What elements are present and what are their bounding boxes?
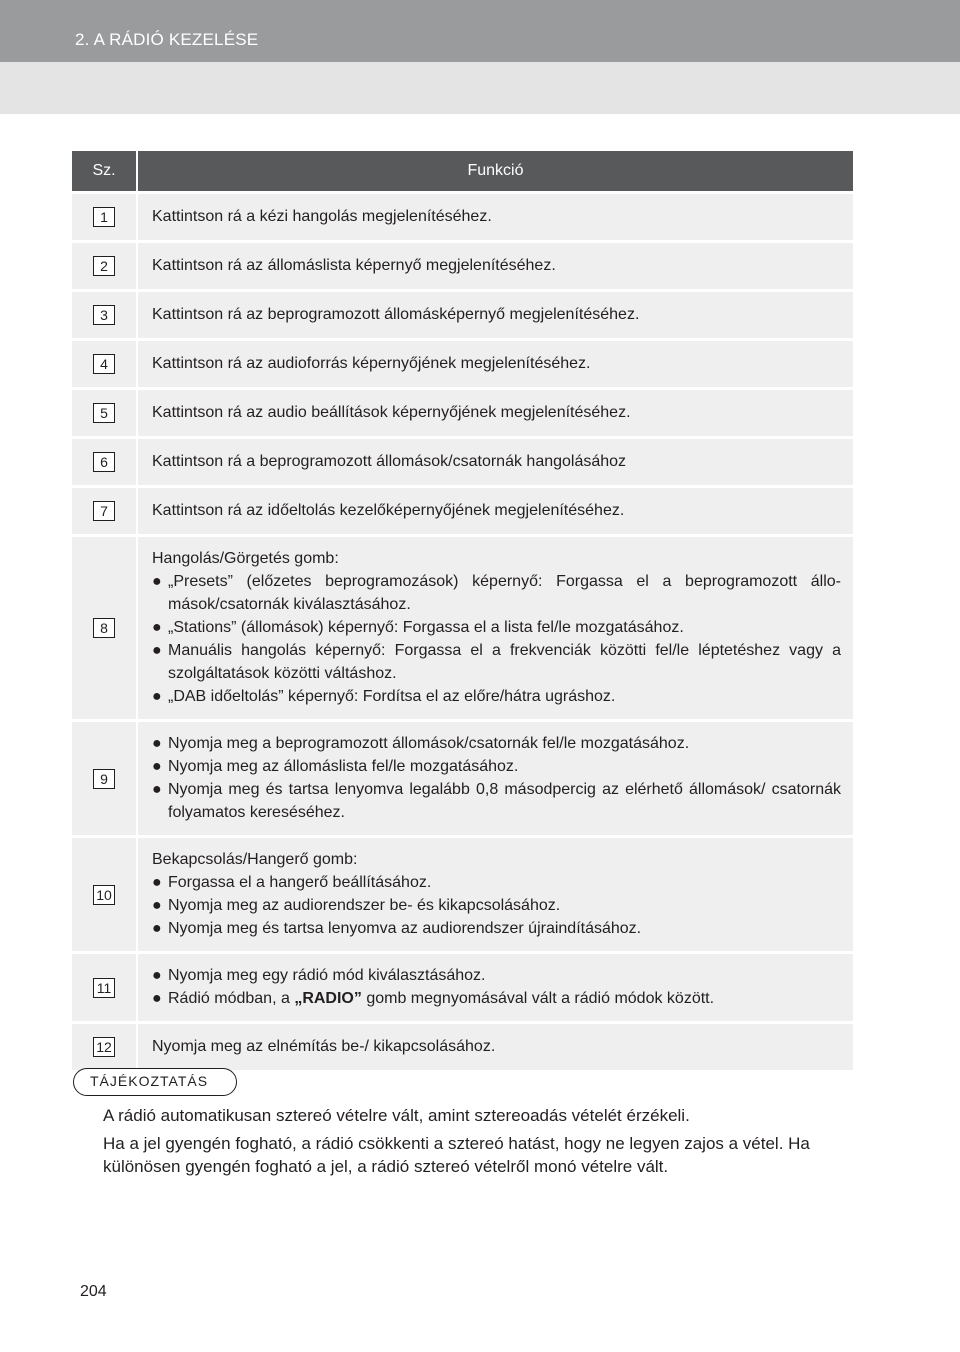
bullet-icon: ● (152, 920, 162, 937)
row-number-cell (72, 390, 138, 436)
table-row (72, 390, 853, 436)
row-number-cell (72, 838, 138, 951)
row-number-badge: 5 (93, 403, 115, 423)
bullet-text: Nyomja meg egy rádió mód kiválasztásához. (168, 967, 486, 984)
row-number-badge: 12 (93, 1037, 115, 1057)
function-text: Kattintson rá a beprogramozott állomások/csatornák hangolásához (152, 453, 627, 470)
bullet-icon: ● (152, 990, 162, 1007)
bullet-item (152, 871, 841, 894)
function-table (72, 151, 853, 1070)
bullet-item (152, 755, 841, 778)
bullet-text (168, 987, 841, 1010)
bullet-text: Forgassa el a hangerő beállításához. (168, 874, 432, 891)
row-function-cell (138, 243, 853, 289)
table-row (72, 488, 853, 534)
row-number-cell (72, 537, 138, 719)
bullet-icon: ● (152, 874, 162, 891)
row-number-badge: 6 (93, 452, 115, 472)
row-number-badge: 4 (93, 354, 115, 374)
bullet-icon: ● (152, 642, 162, 659)
bullet-icon: ● (152, 735, 162, 752)
bullet-item (152, 917, 841, 940)
bullet-icon: ● (152, 573, 162, 590)
radio-button-name: „RADIO” (294, 990, 362, 1007)
bullet-item (152, 732, 841, 755)
column-header-function: Funkció (467, 162, 524, 179)
row-function-cell (138, 439, 853, 485)
row-number-badge: 10 (93, 885, 115, 905)
bullet-text: „Presets” (előzetes beprogramozások) képernyő: Forgassa el a beprogramozott állo-mások/csatornák kiválasztásához. (168, 573, 841, 613)
bullet-icon: ● (152, 781, 162, 798)
table-row (72, 838, 853, 951)
row-number-badge: 8 (93, 618, 115, 638)
table-header (72, 151, 853, 191)
bullet-icon: ● (152, 758, 162, 775)
bullet-item (152, 570, 841, 616)
page-number: 204 (80, 1283, 107, 1300)
bullet-item (152, 964, 841, 987)
bullet-item (152, 987, 841, 1010)
row-function-cell (138, 537, 853, 719)
info-label: TÁJÉKOZTATÁS (73, 1068, 237, 1096)
row-number-cell (72, 341, 138, 387)
table-row (72, 292, 853, 338)
table-row (72, 439, 853, 485)
bullet-text: Nyomja meg a beprogramozott állomások/csatornák fel/le mozgatásához. (168, 735, 690, 752)
function-intro: Hangolás/Görgetés gomb: (152, 550, 339, 567)
bullet-item (152, 894, 841, 917)
table-row (72, 1024, 853, 1070)
bullet-text-part: Rádió módban, a (168, 990, 295, 1007)
table-body (72, 194, 853, 1070)
function-text: Kattintson rá az audio beállítások képernyőjének megjelenítéséhez. (152, 404, 631, 421)
table-row (72, 194, 853, 240)
row-function-cell (138, 390, 853, 436)
bullet-text: Nyomja meg és tartsa lenyomva legalább 0,8 másodpercig az elérhető állomások/ csatornák folyamatos kereséséhez. (168, 781, 841, 821)
row-number-badge: 2 (93, 256, 115, 276)
row-number-badge: 11 (93, 978, 115, 998)
bullet-item (152, 639, 841, 685)
function-intro: Bekapcsolás/Hangerő gomb: (152, 851, 358, 868)
function-text: Kattintson rá az audioforrás képernyőjének megjelenítéséhez. (152, 355, 591, 372)
row-number-badge: 3 (93, 305, 115, 325)
row-function-cell (138, 838, 853, 951)
bullet-text: Nyomja meg az audiorendszer be- és kikapcsolásához. (168, 897, 561, 914)
table-row (72, 537, 853, 719)
row-function-cell (138, 722, 853, 835)
table-row (72, 243, 853, 289)
info-paragraph: A rádió automatikusan sztereó vételre vált, amint sztereoadás vételét érzékeli. (103, 1106, 690, 1125)
row-number-cell (72, 439, 138, 485)
section-title: 2. A RÁDIÓ KEZELÉSE (75, 30, 259, 49)
row-function-cell (138, 1024, 853, 1070)
function-text: Kattintson rá az beprogramozott állomásképernyő megjelenítéséhez. (152, 306, 640, 323)
bullet-icon: ● (152, 967, 162, 984)
bullet-text: „DAB időeltolás” képernyő: Fordítsa el az előre/hátra ugráshoz. (168, 688, 616, 705)
row-number-cell (72, 722, 138, 835)
row-number-badge: 9 (93, 769, 115, 789)
row-number-cell (72, 1024, 138, 1070)
row-number-cell (72, 194, 138, 240)
bullet-item (152, 685, 841, 708)
bullet-icon: ● (152, 619, 162, 636)
bullet-text: Manuális hangolás képernyő: Forgassa el a frekvenciák közötti fel/le léptetéshez vagy a szolgáltatások közötti váltáshoz. (168, 642, 841, 682)
info-text (103, 1104, 863, 1183)
table-row (72, 954, 853, 1021)
header-band (0, 62, 960, 114)
function-text: Kattintson rá az állomáslista képernyő megjelenítéséhez. (152, 257, 556, 274)
row-number-badge: 7 (93, 501, 115, 521)
function-text: Nyomja meg az elnémítás be-/ kikapcsolásához. (152, 1038, 496, 1055)
row-number-cell (72, 954, 138, 1021)
info-paragraph: Ha a jel gyengén fogható, a rádió csökkenti a sztereó hatást, hogy ne legyen zajos a vétel. Ha különösen gyengén fogható a jel, a rádió sztereó vételről monó vételre vált. (103, 1134, 810, 1176)
row-number-badge: 1 (93, 207, 115, 227)
bullet-text: Nyomja meg és tartsa lenyomva az audiorendszer újraindításához. (168, 920, 642, 937)
column-header-number: Sz. (72, 151, 138, 191)
bullet-item (152, 616, 841, 639)
function-text: Kattintson rá az időeltolás kezelőképernyőjének megjelenítéséhez. (152, 502, 625, 519)
bullet-icon: ● (152, 688, 162, 705)
bullet-item (152, 778, 841, 824)
row-number-cell (72, 488, 138, 534)
row-number-cell (72, 243, 138, 289)
row-function-cell (138, 292, 853, 338)
bullet-icon: ● (152, 897, 162, 914)
bullet-text-part: gomb megnyomásával vált a rádió módok között. (361, 990, 715, 1007)
row-number-cell (72, 292, 138, 338)
table-row (72, 722, 853, 835)
function-text: Kattintson rá a kézi hangolás megjelenítéséhez. (152, 208, 492, 225)
bullet-text: Nyomja meg az állomáslista fel/le mozgatásához. (168, 758, 519, 775)
bullet-text: „Stations” (állomások) képernyő: Forgassa el a lista fel/le mozgatásához. (168, 619, 684, 636)
row-function-cell (138, 954, 853, 1021)
row-function-cell (138, 341, 853, 387)
table-row (72, 341, 853, 387)
row-function-cell (138, 488, 853, 534)
row-function-cell (138, 194, 853, 240)
